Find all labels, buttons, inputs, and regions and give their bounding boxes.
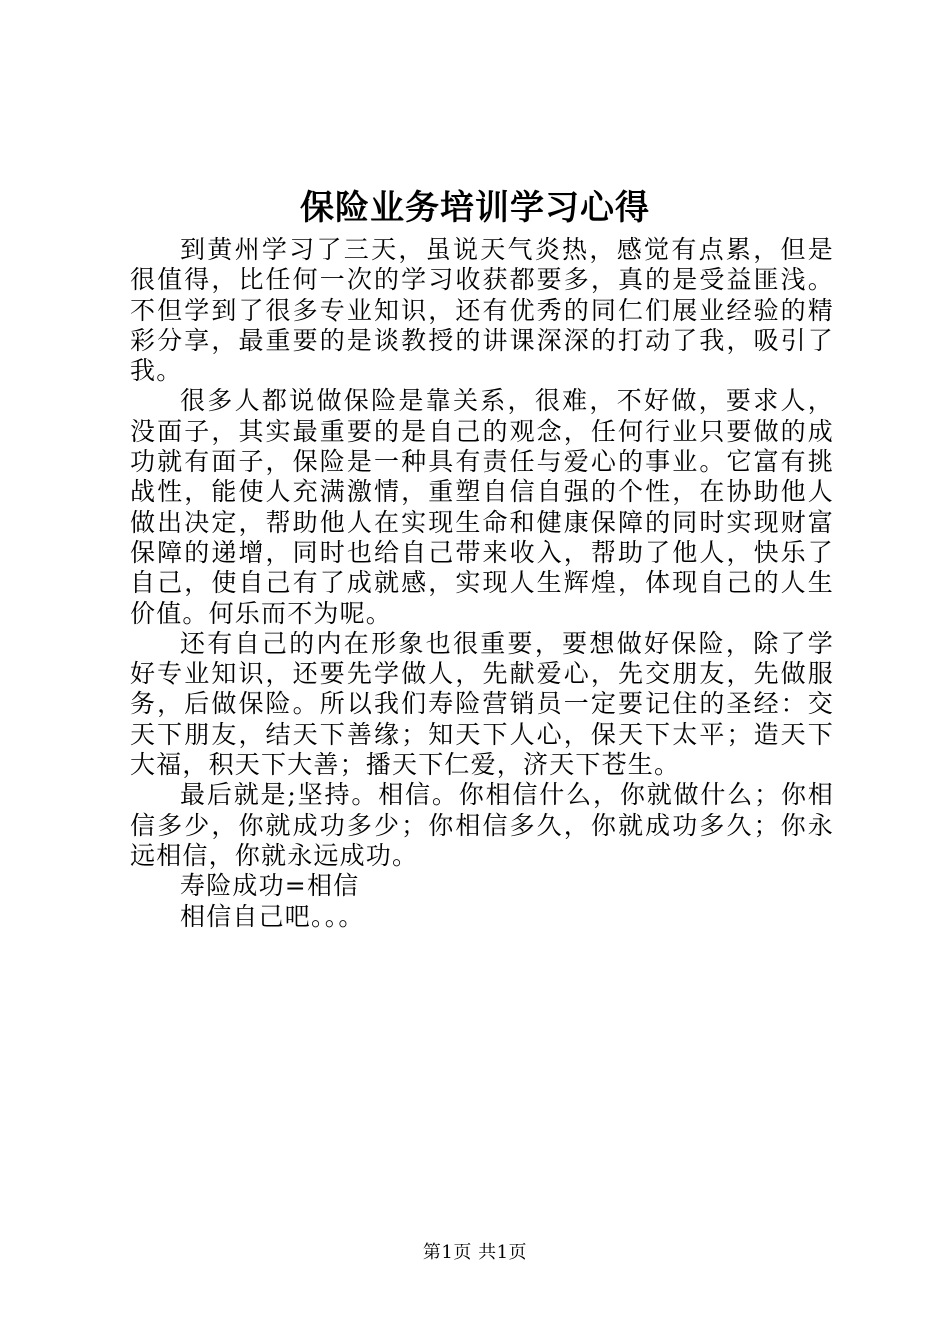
- document-title: 保险业务培训学习心得: [300, 188, 650, 228]
- paragraph-6: 相信自己吧。。。: [180, 901, 365, 931]
- document-body: [130, 235, 834, 932]
- paragraph-5: 寿险成功=相信: [180, 871, 360, 901]
- paragraph-2: 很多人都说做保险是靠关系，很难，不好做，要求人，没面子，其实最重要的是自己的观念，任何行业只要做的成功就有面子，保险是一种具有责任与爱心的事业。它富有挑战性，能使人充满激情，重塑自信自强的个性，在协助他人做出决定，帮助他人在实现生命和健康保障的同时实现财富保障的递增，同时也给自己带来收入，帮助了他人，快乐了自己，使自己有了成就感，实现人生辉煌，体现自己的人生价值。何乐而不为呢。: [130, 386, 834, 628]
- paragraph-4: 最后就是;坚持。相信。你相信什么，你就做什么；你相信多少，你就成功多少；你相信多久，你就成功多久；你永远相信，你就永远成功。: [130, 780, 834, 870]
- page-footer: 第1页 共1页: [422, 1242, 528, 1263]
- paragraph-1: 到黄州学习了三天，虽说天气炎热，感觉有点累，但是很值得，比任何一次的学习收获都要多，真的是受益匪浅。不但学到了很多专业知识，还有优秀的同仁们展业经验的精彩分享，最重要的是谈教授的讲课深深的打动了我，吸引了我。: [130, 235, 834, 386]
- paragraph-3: 还有自己的内在形象也很重要，要想做好保险，除了学好专业知识，还要先学做人，先献爱心，先交朋友，先做服务，后做保险。所以我们寿险营销员一定要记住的圣经：交天下朋友，结天下善缘；知天下人心，保天下太平；造天下大福，积天下大善；播天下仁爱，济天下苍生。: [130, 628, 834, 780]
